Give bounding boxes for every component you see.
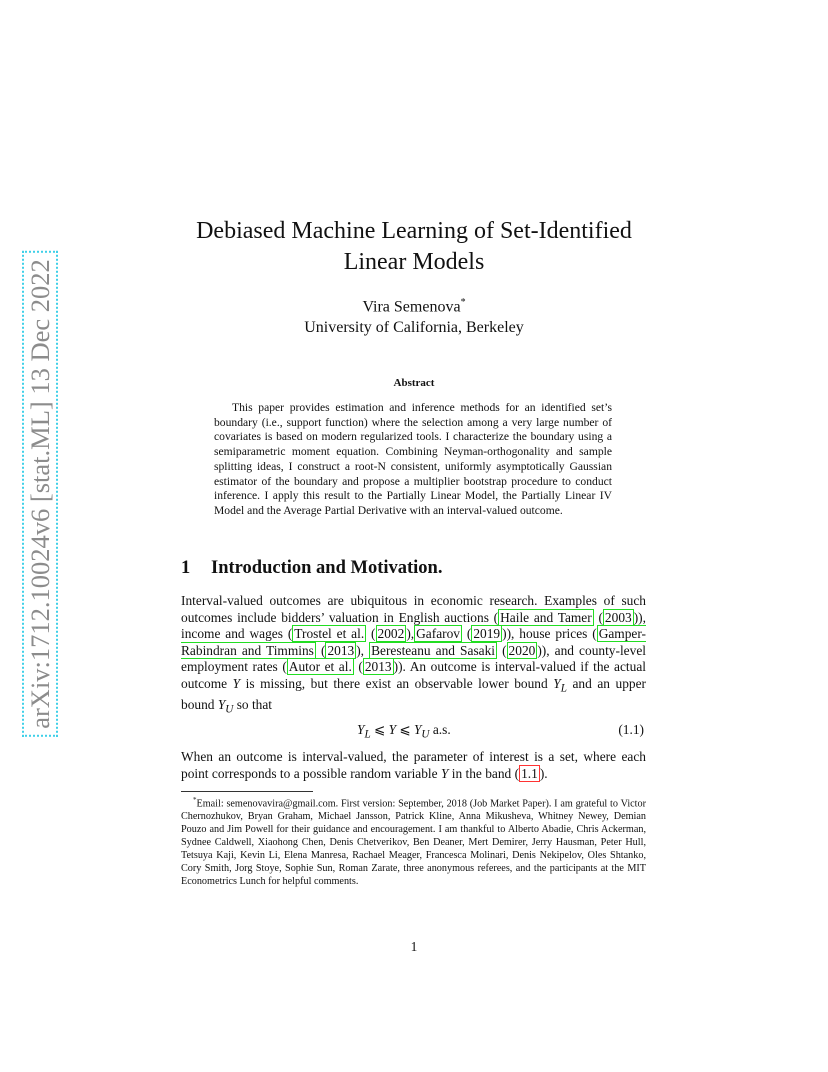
citation-year-link[interactable]: 2002 — [377, 626, 405, 642]
footnote-text: Email: semenovavira@gmail.com. First version: September, 2018 (Job Market Paper). I am grateful to Victor Chernozhukov, Bryan Graham, Michael Jansson, Patrick Kline, Anna Mikusheva, Whitney Newey, Demian Pouzo and Jim Powell for their guidance and encouragement. I am thankful to Alberto Abadie, Chris Ackerman, Sydnee Caldwell, Xiaohong Chen, Denis Chetverikov, Ben Deaner, Mert Demirer, Jerry Hausman, Peter Hull, Tetsuya Kaji, Kevin Li, Elena Manresa, Rachael Meager, Francesca Molinari, Denis Nekipelov, Oles Shtanko, Cory Smith, Jorg Stoye, Sophie Sun, Roman Zarate, three anonymous referees, and the participants at the MIT Econometrics Lunch for helpful comments. — [181, 798, 646, 887]
equation-body: $Y_L$ ⩽ Y ⩽ $Y_U$ a.s. — [357, 722, 451, 741]
citation-year-link[interactable]: 2003 — [604, 609, 632, 625]
author-affiliation: University of California, Berkeley — [304, 319, 524, 337]
intro-paragraph-2: When an outcome is interval-valued, the parameter of interest is a set, where each point corresponds to a possible random variable Y in the band ( 1.1 ). — [181, 749, 646, 781]
citation-link[interactable]: Autor et al. — [288, 659, 352, 675]
author-footnote-mark[interactable]: * — [460, 297, 466, 308]
citation-link[interactable]: Haile and Tamer — [500, 609, 592, 625]
title-line-2: Linear Models — [343, 249, 485, 275]
citation-link[interactable]: Gafarov — [416, 626, 460, 642]
title-line-1: Debiased Machine Learning of Set-Identified — [196, 218, 632, 244]
equation-reference-link[interactable]: 1.1 — [521, 765, 538, 781]
citation-link[interactable]: Beresteanu and Sasaki — [371, 642, 496, 658]
section-title: Introduction and Motivation. — [211, 558, 443, 578]
author-name: Vira Semenova — [362, 298, 461, 316]
intro-paragraph-1: Interval-valued outcomes are ubiquitous in economic research. Examples of such outcomes include bidders’ valuation in English auctions ( Haile and Tamer ( 2003 )), income and wages ( Trostel et al. ( 2002 ), Gafarov ( 2019 )), house prices ( Gamper-Rabindran and Timmins ( 2013 ), Beresteanu and Sasaki ( 2020 )), and county-level employment rates ( Autor et al. ( 2013 )). An outcome is interval-valued if the actual outcome Y is missing, but there exist an observable lower bound $Y_L$ and an upper bound $Y_U$ so that — [181, 593, 647, 716]
footnote — [181, 794, 646, 889]
abstract-text: This paper provides estimation and inference methods for an identified set’s boundary (i.e., support function) where the selection among a very large number of covariates is based on modern regularized tools. I characterize the boundary using a semiparametric moment equation. Combining Neyman-orthogonality and sample splitting ideas, I construct a root-N consistent, uniformly asymptotically Gaussian estimator of the boundary and propose a multiplier bootstrap procedure to conduct inference. I apply this result to the Partially Linear Model, the Partially Linear IV Model and the Average Partial Derivative with an interval-valued outcome. — [214, 401, 612, 517]
page-number: 1 — [410, 939, 418, 954]
author-block — [0, 292, 828, 338]
footnote-mark: * — [193, 796, 197, 804]
citation-year-link[interactable]: 2013 — [364, 659, 392, 675]
section-heading — [181, 558, 442, 579]
citation-year-link[interactable]: 2020 — [508, 642, 536, 658]
section-number: 1 — [181, 558, 191, 578]
footnote-rule — [181, 791, 313, 792]
arxiv-id-text[interactable]: arXiv:1712.10024v6 [stat.ML] 13 Dec 2022 — [22, 251, 58, 737]
equation-number: (1.1) — [618, 722, 644, 737]
paper-title — [0, 216, 828, 278]
citation-link[interactable]: Trostel et al. — [294, 626, 365, 642]
citation-year-link[interactable]: 2013 — [327, 642, 355, 658]
abstract-heading: Abstract — [393, 377, 435, 389]
citation-year-link[interactable]: 2019 — [473, 626, 501, 642]
citation-link[interactable]: Gamper-Rabindran and Timmins — [181, 626, 647, 658]
